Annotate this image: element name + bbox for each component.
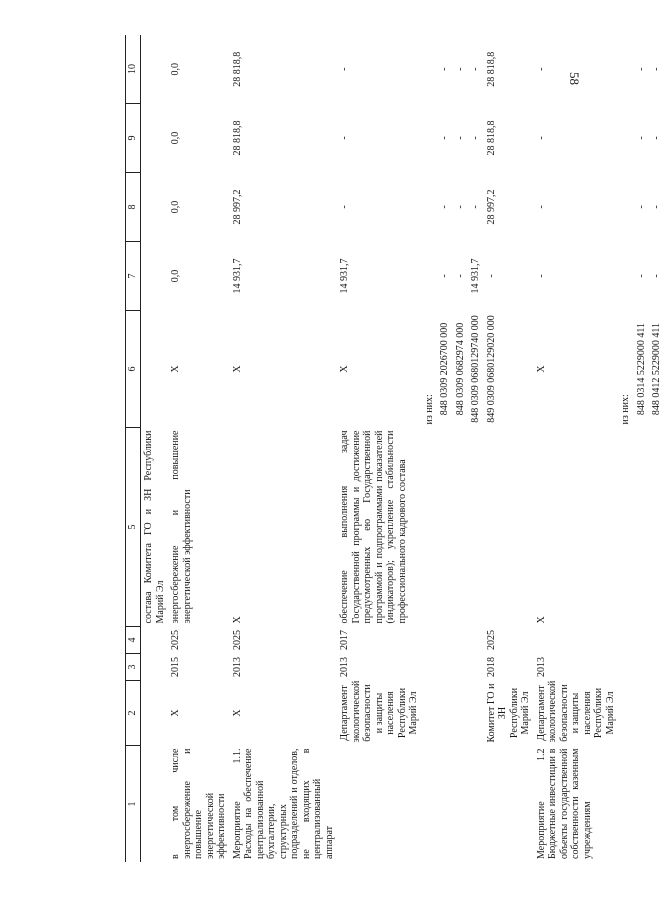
table-cell-c1 xyxy=(484,746,534,863)
table-cell-c3: 2018 xyxy=(485,657,497,677)
table-cell-c9 xyxy=(618,104,634,173)
table-cell-c6 xyxy=(141,311,169,428)
table-cell-c8 xyxy=(618,173,634,242)
table-header-row xyxy=(126,35,141,862)
table-cell-c2 xyxy=(618,681,634,746)
table-cell-c5 xyxy=(649,428,665,627)
table-cell-c3: 2013 xyxy=(535,657,547,677)
table-cell-c6: 848 0309 0682974 000 xyxy=(454,322,466,416)
table-cell-c2: Департамент экологической безопасности и защиты населения Республики Марий Эл xyxy=(339,680,419,743)
table-cell-c10: - xyxy=(470,67,481,71)
header-cell: 7 xyxy=(126,242,141,311)
table-cell-c9: - xyxy=(454,136,466,140)
table-cell-c6: 848 0309 0680129740 000 xyxy=(470,315,481,423)
table-cell-c6: 849 0309 0680129020 000 xyxy=(485,315,497,423)
table-cell-c1 xyxy=(337,746,422,863)
table-row xyxy=(453,35,469,862)
table-cell-c10: - xyxy=(535,67,547,71)
table-cell-c7: 14 931,7 xyxy=(470,258,481,294)
table-cell-c4 xyxy=(437,627,453,654)
table-cell-c9: - xyxy=(651,136,662,140)
table-cell-c8: - xyxy=(635,205,647,209)
header-cell: 9 xyxy=(126,104,141,173)
table-cell-c9: - xyxy=(470,136,481,140)
table-cell-c1 xyxy=(649,746,665,863)
table-cell-c8 xyxy=(422,173,438,242)
table-cell-c10: 0,0 xyxy=(170,63,181,76)
table-cell-c5 xyxy=(437,428,453,627)
table-cell-c2: Департамент экологической безопасности и защиты населения Республики Марий Эл xyxy=(535,680,616,743)
table-cell-c8: - xyxy=(470,205,481,209)
table-cell-c4 xyxy=(649,627,665,654)
table-cell-c2 xyxy=(422,681,438,746)
table-cell-c6: X xyxy=(339,365,350,373)
table-cell-c9: - xyxy=(339,136,350,140)
table-cell-c6: X xyxy=(535,365,547,373)
table-row xyxy=(422,35,438,862)
table-cell-c10: - xyxy=(454,67,466,71)
table-cell-c9: 28 818,8 xyxy=(231,120,243,156)
header-cell: 5 xyxy=(126,428,141,627)
table-cell-c4 xyxy=(422,627,438,654)
table-cell-c4: 2025 xyxy=(170,630,181,650)
table-cell-c4: 2025 xyxy=(485,630,497,650)
table-cell-c9 xyxy=(422,104,438,173)
table-cell-c5 xyxy=(468,428,484,627)
table-cell-c2 xyxy=(634,681,650,746)
table-cell-c7 xyxy=(618,242,634,311)
table-row xyxy=(649,35,665,862)
table-cell-c5 xyxy=(453,428,469,627)
table-cell-c10: - xyxy=(635,67,647,71)
table-cell-c4 xyxy=(141,627,169,654)
table-cell-c6: из них: xyxy=(423,394,435,425)
table-cell-c7: 14 931,7 xyxy=(339,258,350,294)
table-cell-c9: 28 818,8 xyxy=(485,120,497,156)
table-row xyxy=(468,35,484,862)
header-cell: 10 xyxy=(126,35,141,104)
table-cell-c4 xyxy=(534,627,619,654)
table-cell-c3 xyxy=(437,654,453,681)
table-cell-c9: - xyxy=(535,136,547,140)
table-cell-c7: - xyxy=(535,274,547,278)
table-cell-c3 xyxy=(453,654,469,681)
table-cell-c7: 14 931,7 xyxy=(231,258,243,294)
table-cell-c7: 0,0 xyxy=(170,269,181,283)
header-cell: 2 xyxy=(126,681,141,746)
budget-table xyxy=(125,35,665,862)
table-cell-c7: - xyxy=(454,274,466,278)
table-cell-c6: из них: xyxy=(620,394,631,425)
table-cell-c5 xyxy=(634,428,650,627)
table-cell-c3 xyxy=(468,654,484,681)
table-cell-c10 xyxy=(141,35,169,104)
table-row xyxy=(337,35,422,862)
table-cell-c8: 0,0 xyxy=(170,200,181,214)
table-cell-c2: X xyxy=(231,709,243,717)
table-cell-c3 xyxy=(141,654,169,681)
table-cell-c6: X xyxy=(231,365,243,373)
table-cell-c8: - xyxy=(339,205,350,209)
table-cell-c7 xyxy=(422,242,438,311)
table-cell-c5: обеспечение выполнения задач Государственной программы и достижение предусмотренных ею Государственной программой и подпрограммами показателей (индикаторов); укрепление стабильности профессионального кадрового состава xyxy=(339,430,408,624)
table-cell-c5: X xyxy=(231,616,243,624)
table-row xyxy=(437,35,453,862)
header-cell: 4 xyxy=(126,627,141,654)
table-cell-c5 xyxy=(484,428,534,627)
table-cell-c2: Комитет ГО и ЗН Республики Марий Эл xyxy=(485,683,531,743)
table-cell-c1 xyxy=(453,746,469,863)
table-cell-c1 xyxy=(618,746,634,863)
table-cell-c5: состава Комитета ГО и ЗН Республики Марий Эл xyxy=(143,430,166,624)
table-cell-c1: в том числе энергосбережение и повышение энергетической эффективности xyxy=(170,748,227,859)
table-cell-c10: - xyxy=(339,67,350,71)
header-cell: 8 xyxy=(126,173,141,242)
table-cell-c7: - xyxy=(485,274,497,278)
table-cell-c1: Мероприятие 1.1. Расходы на обеспечение централизованной бухгалтерии, структурных подразделений и отделов, не входящих в централизованный аппарат xyxy=(231,748,335,859)
table-cell-c1 xyxy=(141,746,169,863)
table-cell-c1 xyxy=(437,746,453,863)
table-row xyxy=(618,35,634,862)
table-row xyxy=(534,35,619,862)
table-cell-c3: 2015 xyxy=(170,657,181,677)
table-cell-c9 xyxy=(141,104,169,173)
table-cell-c6: 848 0309 2026700 000 xyxy=(439,322,450,416)
table-cell-c4: 2017 xyxy=(339,630,350,650)
table-cell-c7 xyxy=(141,242,169,311)
header-cell: 3 xyxy=(126,654,141,681)
table-cell-c7: - xyxy=(635,274,647,278)
table-cell-c3: 2013 xyxy=(231,657,243,677)
table-cell-c10: - xyxy=(439,67,450,71)
table-cell-c5: X xyxy=(535,616,547,624)
table-cell-c10: - xyxy=(651,67,662,71)
table-cell-c6: X xyxy=(170,365,181,373)
table-cell-c10 xyxy=(618,35,634,104)
table-cell-c5: энергосбережение и повышение энергетической эффективности xyxy=(170,430,193,624)
table-cell-c9: - xyxy=(439,136,450,140)
table-cell-c4: 2025 xyxy=(231,630,243,650)
table-row xyxy=(634,35,650,862)
table-row xyxy=(484,35,534,862)
table-cell-c8: - xyxy=(439,205,450,209)
table-cell-c2 xyxy=(453,681,469,746)
table-cell-c2 xyxy=(468,681,484,746)
table-cell-c4 xyxy=(468,627,484,654)
table-cell-c7: - xyxy=(439,274,450,278)
page-number: 58 xyxy=(567,72,582,85)
table-row xyxy=(230,35,338,862)
table-cell-c1 xyxy=(634,746,650,863)
table-cell-c5 xyxy=(422,428,438,627)
table-cell-c9: 0,0 xyxy=(170,131,181,145)
table-cell-c4 xyxy=(453,627,469,654)
table-container xyxy=(125,44,662,862)
table-cell-c6: 848 0412 5229000 411 xyxy=(651,322,662,416)
table-cell-c8: 28 997,2 xyxy=(231,189,243,225)
table-cell-c2 xyxy=(649,681,665,746)
table-cell-c2: X xyxy=(170,709,181,717)
table-cell-c9: - xyxy=(635,136,647,140)
table-cell-c10: 28 818,8 xyxy=(485,51,497,87)
table-cell-c1: Мероприятие 1.2 Бюджетные инвестиции в объекты государственной собственности казенным учреждениям xyxy=(535,748,593,859)
table-cell-c1 xyxy=(422,746,438,863)
table-cell-c3 xyxy=(634,654,650,681)
table-cell-c4 xyxy=(618,627,634,654)
table-row xyxy=(141,35,169,862)
table-cell-c4 xyxy=(634,627,650,654)
table-cell-c10 xyxy=(422,35,438,104)
table-cell-c1 xyxy=(468,746,484,863)
table-cell-c3: 2013 xyxy=(339,657,350,677)
header-cell: 6 xyxy=(126,311,141,428)
table-cell-c3 xyxy=(422,654,438,681)
table-cell-c10: 28 818,8 xyxy=(231,51,243,87)
table-cell-c8: - xyxy=(535,205,547,209)
table-row xyxy=(168,35,230,862)
table-cell-c8: 28 997,2 xyxy=(485,189,497,225)
table-cell-c6: 848 0314 5229000 411 xyxy=(635,322,647,416)
table-cell-c8: - xyxy=(651,205,662,209)
table-cell-c8: - xyxy=(454,205,466,209)
table-cell-c2 xyxy=(437,681,453,746)
table-cell-c5 xyxy=(618,428,634,627)
table-cell-c8 xyxy=(141,173,169,242)
table-cell-c2 xyxy=(141,681,169,746)
table-cell-c7: - xyxy=(651,274,662,278)
header-cell: 1 xyxy=(126,746,141,863)
table-cell-c3 xyxy=(649,654,665,681)
table-cell-c3 xyxy=(618,654,634,681)
